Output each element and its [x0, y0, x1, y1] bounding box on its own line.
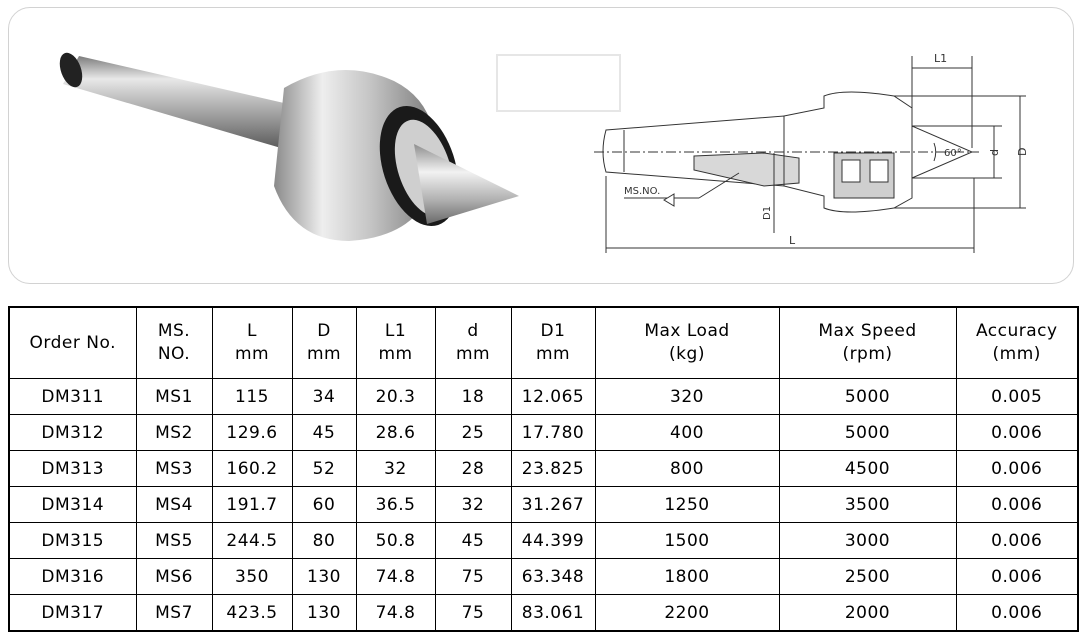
cell-l1: 74.8 — [356, 559, 435, 595]
header-accuracy: Accuracy (mm) — [956, 307, 1078, 379]
cell-ms-no: MS4 — [136, 487, 212, 523]
table-row — [9, 451, 1078, 487]
table-row — [9, 595, 1078, 632]
cell-d1: 23.825 — [511, 451, 595, 487]
product-figure-panel — [8, 7, 1074, 284]
cell-l: 160.2 — [212, 451, 292, 487]
cell-l1: 50.8 — [356, 523, 435, 559]
cell-max-speed: 5000 — [779, 415, 956, 451]
table-row — [9, 415, 1078, 451]
drawing-label-l1: L1 — [934, 52, 948, 65]
table-row — [9, 379, 1078, 415]
cell-d-lower: 75 — [435, 559, 511, 595]
spec-table — [8, 306, 1079, 632]
cell-d1: 17.780 — [511, 415, 595, 451]
drawing-label-d: d — [988, 149, 1001, 156]
cell-accuracy: 0.006 — [956, 451, 1078, 487]
cell-order-no: DM314 — [9, 487, 136, 523]
cell-l1: 28.6 — [356, 415, 435, 451]
cell-ms-no: MS1 — [136, 379, 212, 415]
cell-d-lower: 18 — [435, 379, 511, 415]
header-d-upper: D mm — [292, 307, 356, 379]
cell-d1: 63.348 — [511, 559, 595, 595]
cell-accuracy: 0.006 — [956, 487, 1078, 523]
header-d1: D1 mm — [511, 307, 595, 379]
cell-l: 423.5 — [212, 595, 292, 632]
cell-l1: 74.8 — [356, 595, 435, 632]
cell-d-upper: 130 — [292, 595, 356, 632]
header-order-no: Order No. — [9, 307, 136, 379]
table-header-row — [9, 307, 1078, 379]
cell-max-speed: 5000 — [779, 379, 956, 415]
cell-ms-no: MS7 — [136, 595, 212, 632]
cell-order-no: DM317 — [9, 595, 136, 632]
cell-l1: 20.3 — [356, 379, 435, 415]
cell-d1: 12.065 — [511, 379, 595, 415]
cell-max-load: 1500 — [595, 523, 779, 559]
drawing-label-l: L — [789, 234, 796, 247]
cell-order-no: DM312 — [9, 415, 136, 451]
header-max-speed: Max Speed (rpm) — [779, 307, 956, 379]
table-row — [9, 559, 1078, 595]
cell-d-lower: 75 — [435, 595, 511, 632]
cell-max-load: 1800 — [595, 559, 779, 595]
cell-accuracy: 0.006 — [956, 523, 1078, 559]
cell-order-no: DM315 — [9, 523, 136, 559]
cell-max-load: 320 — [595, 379, 779, 415]
cell-max-speed: 3000 — [779, 523, 956, 559]
cell-d-upper: 80 — [292, 523, 356, 559]
cell-max-speed: 2500 — [779, 559, 956, 595]
header-d-lower: d mm — [435, 307, 511, 379]
cell-d1: 83.061 — [511, 595, 595, 632]
cell-l: 191.7 — [212, 487, 292, 523]
header-max-load: Max Load (kg) — [595, 307, 779, 379]
cell-order-no: DM316 — [9, 559, 136, 595]
cell-order-no: DM311 — [9, 379, 136, 415]
technical-drawing — [594, 48, 1034, 263]
cell-l1: 32 — [356, 451, 435, 487]
cell-d-upper: 34 — [292, 379, 356, 415]
drawing-label-ms-no: MS.NO. — [624, 186, 661, 197]
cell-d-lower: 25 — [435, 415, 511, 451]
cell-accuracy: 0.005 — [956, 379, 1078, 415]
cell-max-load: 1250 — [595, 487, 779, 523]
cell-d1: 44.399 — [511, 523, 595, 559]
cell-d-lower: 32 — [435, 487, 511, 523]
cell-d-upper: 130 — [292, 559, 356, 595]
cell-l: 350 — [212, 559, 292, 595]
cell-accuracy: 0.006 — [956, 595, 1078, 632]
cell-accuracy: 0.006 — [956, 415, 1078, 451]
cell-l: 244.5 — [212, 523, 292, 559]
cell-l: 115 — [212, 379, 292, 415]
cell-accuracy: 0.006 — [956, 559, 1078, 595]
drawing-label-angle: 60° — [944, 148, 962, 159]
cell-ms-no: MS2 — [136, 415, 212, 451]
cell-max-speed: 4500 — [779, 451, 956, 487]
cell-d-upper: 60 — [292, 487, 356, 523]
drawing-label-d1: D1 — [762, 205, 773, 220]
cell-max-load: 400 — [595, 415, 779, 451]
cell-d-upper: 52 — [292, 451, 356, 487]
header-ms-no: MS. NO. — [136, 307, 212, 379]
cell-l: 129.6 — [212, 415, 292, 451]
cell-max-speed: 3500 — [779, 487, 956, 523]
header-l: L mm — [212, 307, 292, 379]
cell-d1: 31.267 — [511, 487, 595, 523]
table-row — [9, 523, 1078, 559]
cell-d-lower: 45 — [435, 523, 511, 559]
live-center-photo — [49, 36, 529, 256]
cell-ms-no: MS3 — [136, 451, 212, 487]
cell-max-load: 800 — [595, 451, 779, 487]
cell-max-speed: 2000 — [779, 595, 956, 632]
cell-l1: 36.5 — [356, 487, 435, 523]
cell-order-no: DM313 — [9, 451, 136, 487]
header-l1: L1 mm — [356, 307, 435, 379]
cell-d-lower: 28 — [435, 451, 511, 487]
cell-d-upper: 45 — [292, 415, 356, 451]
table-row — [9, 487, 1078, 523]
cell-ms-no: MS6 — [136, 559, 212, 595]
cell-ms-no: MS5 — [136, 523, 212, 559]
drawing-label-big-d: D — [1016, 147, 1029, 156]
cell-max-load: 2200 — [595, 595, 779, 632]
